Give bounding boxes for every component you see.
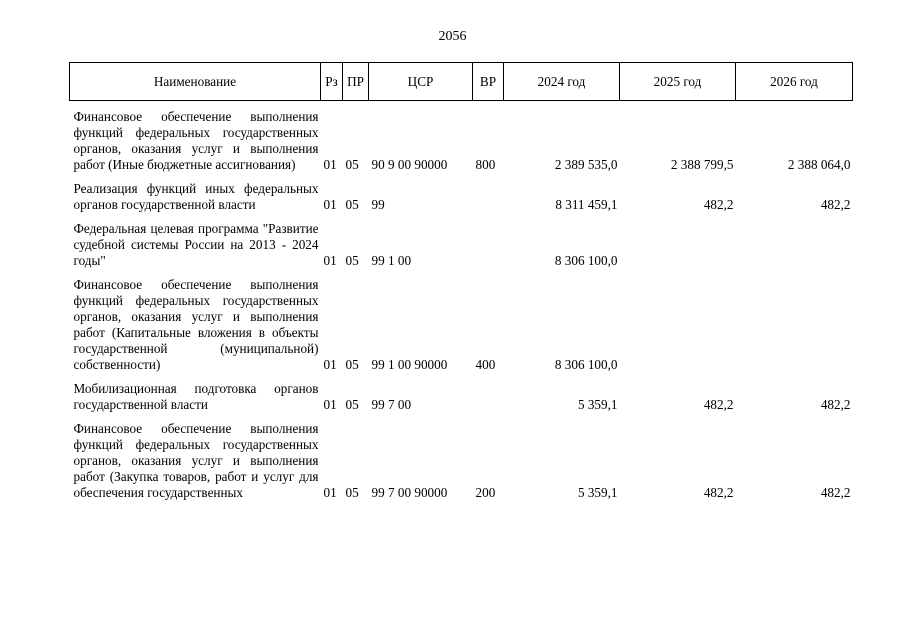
table-row: [70, 418, 853, 501]
row-vr: 200: [475, 485, 496, 500]
budget-table: [69, 62, 853, 501]
row-2026: 482,2: [820, 197, 851, 212]
row-rz: 01: [323, 197, 337, 212]
table-row: [70, 378, 853, 418]
row-2025: 482,2: [703, 397, 734, 412]
row-pr: 05: [345, 197, 359, 212]
header-2026: 2026 год: [736, 63, 853, 101]
row-2026: 2 388 064,0: [787, 157, 851, 172]
header-rz: Рз: [321, 63, 343, 101]
row-2026: [736, 274, 853, 378]
row-2024: 8 306 100,0: [554, 253, 618, 268]
row-vr: 800: [475, 157, 496, 172]
row-2025: 2 388 799,5: [670, 157, 734, 172]
row-2025: 482,2: [703, 197, 734, 212]
header-2024: 2024 год: [504, 63, 620, 101]
row-rz: 01: [323, 397, 337, 412]
row-pr: 05: [345, 253, 359, 268]
row-rz: 01: [323, 253, 337, 268]
row-vr: 400: [475, 357, 496, 372]
table-row: [70, 178, 853, 218]
row-2026: 482,2: [820, 397, 851, 412]
row-2024: 5 359,1: [577, 485, 618, 500]
table-row: [70, 101, 853, 179]
row-2026: [736, 218, 853, 274]
row-csr: 99 1 00: [371, 253, 412, 268]
row-2026: 482,2: [820, 485, 851, 500]
row-name: Финансовое обеспечение выполнения функций федеральных государственных органов, оказания услуг и выполнения работ (Закупка товаров, работ и услуг для обеспечения государственных: [73, 421, 319, 500]
row-pr: 05: [345, 485, 359, 500]
row-vr: [473, 218, 504, 274]
header-name: Наименование: [70, 63, 321, 101]
header-pr: ПР: [343, 63, 369, 101]
row-rz: 01: [323, 357, 337, 372]
row-pr: 05: [345, 397, 359, 412]
page-number: 2056: [438, 29, 467, 44]
row-vr: [473, 378, 504, 418]
row-rz: 01: [323, 485, 337, 500]
table-header-row: [70, 63, 853, 101]
row-2024: 5 359,1: [577, 397, 618, 412]
row-csr: 90 9 00 90000: [371, 157, 448, 172]
row-2024: 2 389 535,0: [554, 157, 618, 172]
row-2024: 8 311 459,1: [555, 197, 618, 212]
row-rz: 01: [323, 157, 337, 172]
row-name: Реализация функций иных федеральных органов государственной власти: [73, 181, 319, 212]
row-csr: 99 7 00 90000: [371, 485, 448, 500]
row-2024: 8 306 100,0: [554, 357, 618, 372]
table-row: [70, 274, 853, 378]
header-2025: 2025 год: [620, 63, 736, 101]
row-vr: [473, 178, 504, 218]
header-csr: ЦСР: [369, 63, 473, 101]
table-row: [70, 218, 853, 274]
row-pr: 05: [345, 357, 359, 372]
row-2025: [620, 274, 736, 378]
row-csr: 99: [371, 197, 385, 212]
row-2025: [620, 218, 736, 274]
row-csr: 99 7 00: [371, 397, 412, 412]
row-2025: 482,2: [703, 485, 734, 500]
row-name: Финансовое обеспечение выполнения функций федеральных государственных органов, оказания услуг и выполнения работ (Капитальные вложения в объекты государственной (муниципальной) собственности): [73, 277, 319, 372]
row-name: Федеральная целевая программа "Развитие судебной системы России на 2013 - 2024 годы": [73, 221, 319, 268]
row-name: Мобилизационная подготовка органов государственной власти: [73, 381, 319, 412]
header-vr: ВР: [473, 63, 504, 101]
row-pr: 05: [345, 157, 359, 172]
row-name: Финансовое обеспечение выполнения функций федеральных государственных органов, оказания услуг и выполнения работ (Иные бюджетные ассигнования): [73, 109, 319, 172]
row-csr: 99 1 00 90000: [371, 357, 448, 372]
